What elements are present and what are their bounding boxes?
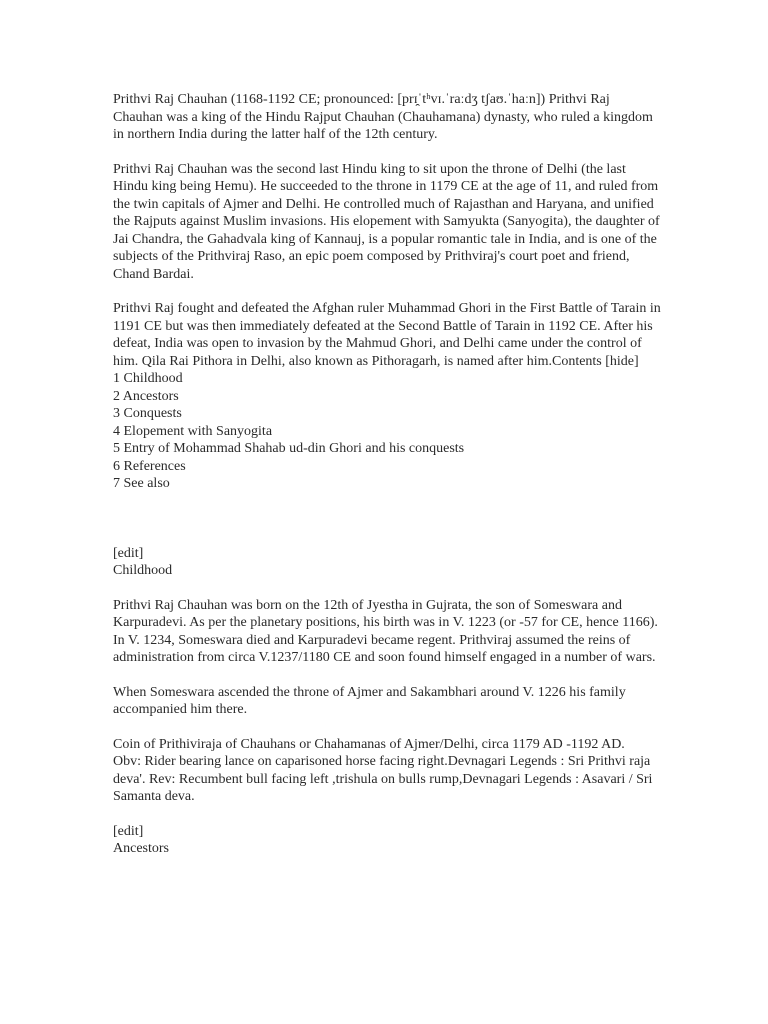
edit-link-ancestors[interactable]: [edit] bbox=[113, 823, 144, 839]
intro-paragraph-1: Prithvi Raj Chauhan (1168-1192 CE; pronounced: [prɪ̯ˈtʰvɪ.ˈraːdʒ tʃaʊ.ˈhaːn]) Prithvi Raj Chauhan was a king of the Hindu Rajput Chauhan (Chauhamana) dynasty, who ruled a kingdom in northern India during the latter half of the 12th century. bbox=[113, 92, 653, 142]
toc-item-conquests[interactable]: 3 Conquests bbox=[113, 406, 182, 421]
intro-paragraph-3: Prithvi Raj fought and defeated the Afghan ruler Muhammad Ghori in the First Battle of Tarain in 1191 CE but was then immediately defeated at the Second Battle of Tarain in 1192 CE. After his defeat, India was open to invasion by the Mahmud Ghori, and Delhi came under the control of him. Qila Rai Pithora in Delhi, also known as Pithoragarh, is named after him.Contents [hide] bbox=[113, 301, 661, 369]
toc-item-elopement[interactable]: 4 Elopement with Sanyogita bbox=[113, 423, 273, 439]
section-header-ancestors bbox=[113, 823, 663, 858]
toc-item-childhood[interactable]: 1 Childhood bbox=[113, 371, 183, 386]
heading-childhood: Childhood bbox=[113, 563, 173, 578]
coin-caption-line-1: Coin of Prithiviraja of Chauhans or Chahamanas of Ajmer/Delhi, circa 1179 AD -1192 AD. bbox=[113, 736, 625, 752]
toc-item-references[interactable]: 6 References bbox=[113, 458, 186, 474]
toc-item-ghori[interactable]: 5 Entry of Mohammad Shahab ud-din Ghori and his conquests bbox=[113, 441, 465, 456]
section-header-childhood bbox=[113, 545, 663, 580]
document-body bbox=[113, 91, 663, 875]
intro-and-contents bbox=[113, 300, 663, 493]
childhood-paragraph-1: Prithvi Raj Chauhan was born on the 12th of Jyestha in Gujrata, the son of Someswara and Karpuradevi. As per the planetary positions, his birth was in V. 1223 (or -57 for CE, hence 1166). In V. 1234, Someswara died and Karpuradevi became regent. Prithviraj assumed the reins of administration from circa V.1237/1180 CE and soon found himself engaged in a number of wars. bbox=[113, 597, 658, 665]
heading-ancestors: Ancestors bbox=[113, 841, 169, 856]
childhood-paragraph-2: When Someswara ascended the throne of Ajmer and Sakambhari around V. 1226 his family accompanied him there. bbox=[113, 684, 626, 717]
toc-item-ancestors[interactable]: 2 Ancestors bbox=[113, 388, 179, 404]
intro-paragraph-2: Prithvi Raj Chauhan was the second last Hindu king to sit upon the throne of Delhi (the last Hindu king being Hemu). He succeeded to the throne in 1179 CE at the age of 11, and ruled from the twin capitals of Ajmer and Delhi. He controlled much of Rajasthan and Haryana, and unified the Rajputs against Muslim invasions. His elopement with Samyukta (Sanyogita), the daughter of Jai Chandra, the Gahadvala king of Kannauj, is a popular romantic tale in India, and is one of the subjects of the Prithviraj Raso, an epic poem composed by Prithviraj's court poet and friend, Chand Bardai. bbox=[113, 161, 660, 282]
edit-link-childhood[interactable]: [edit] bbox=[113, 545, 144, 561]
coin-caption bbox=[113, 736, 663, 806]
spacer bbox=[113, 510, 663, 545]
table-of-contents bbox=[113, 370, 663, 493]
toc-item-see-also[interactable]: 7 See also bbox=[113, 476, 170, 491]
coin-caption-line-2: Obv: Rider bearing lance on caparisoned horse facing right.Devnagari Legends : Sri Prithvi raja deva'. Rev: Recumbent bull facing left ,trishula on bulls rump,Devnagari Legends : Asavari / Sri Samanta deva. bbox=[113, 754, 653, 804]
